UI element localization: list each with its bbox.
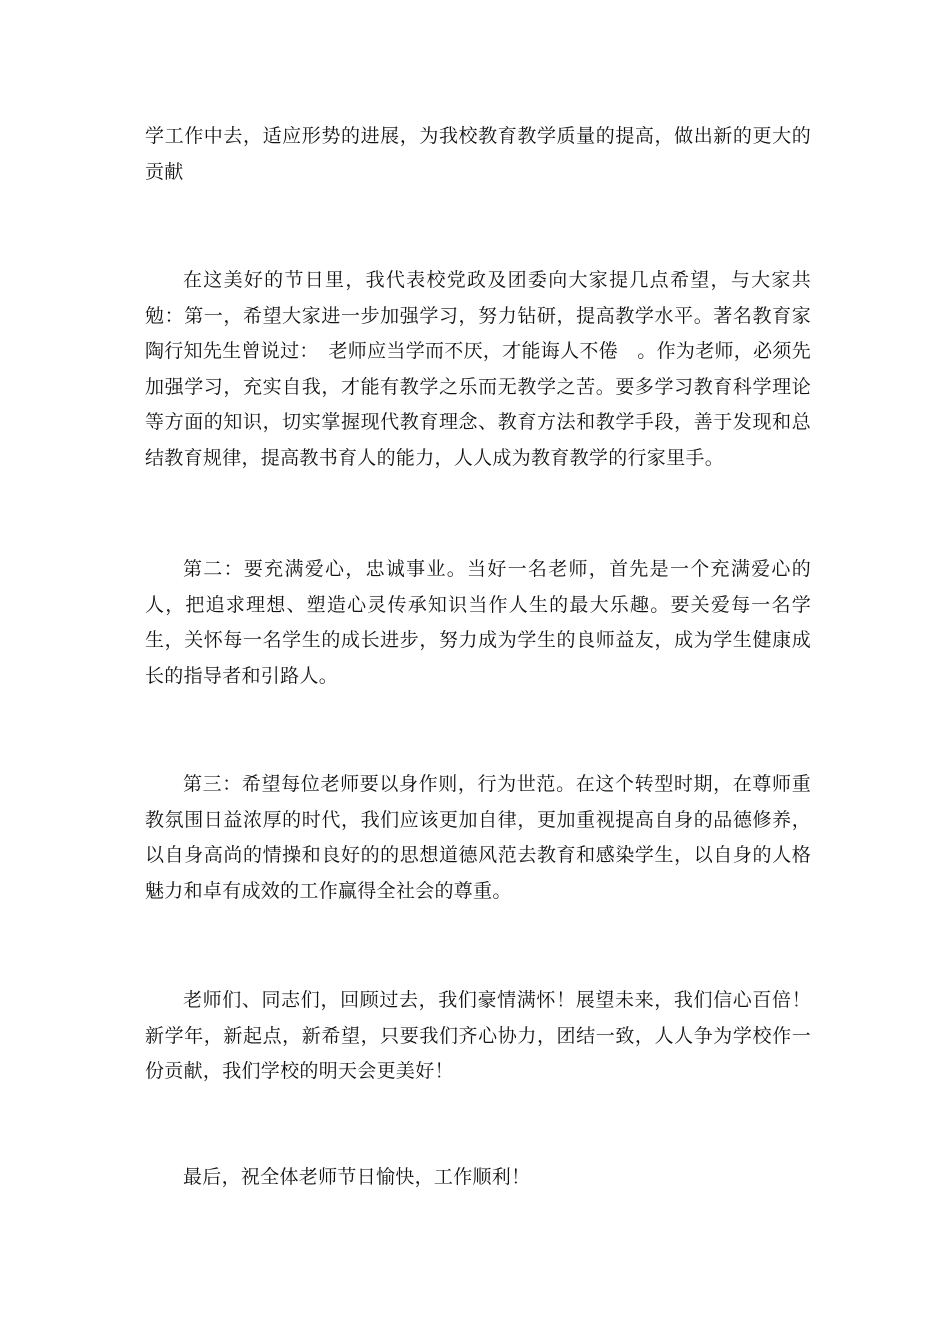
paragraph-closing-wish: 最后，祝全体老师节日愉快，工作顺利！ [183, 1166, 531, 1188]
paragraph-first-hope: 在这美好的节日里，我代表校党政及团委向大家提几点希望，与大家共勉：第一，希望大家进一步加强学习，努力钻研，提高教学水平。著名教育家陶行知先生曾说过： 老师应当学而不厌，才能诲人不倦 。作为老师，必须先加强学习，充实自我，才能有教学之乐而无教学之苦。要多学习教育科学理论等方面的知识，切实掌握现代教育理念、教育方法和教学手段，善于发现和总结教育规律，提高教书育人的能力，人人成为教育教学的行家里手。 [145, 269, 812, 469]
paragraph-third-hope: 第三：希望每位老师要以身作则，行为世范。在这个转型时期，在尊师重教氛围日益浓厚的时代，我们应该更加自律，更加重视提高自身的品德修养，以自身高尚的情操和良好的的思想道德风范去教育和感染学生，以自身的人格魅力和卓有成效的工作赢得全社会的尊重。 [145, 773, 811, 902]
paragraph-continuation: 学工作中去，适应形势的进展，为我校教育教学质量的提高，做出新的更大的贡献 [145, 125, 811, 183]
paragraph-second-hope: 第二：要充满爱心，忠诚事业。当好一名老师，首先是一个充满爱心的人，把追求理想、塑造心灵传承知识当作人生的最大乐趣。要关爱每一名学生，关怀每一名学生的成长进步，努力成为学生的良师益友，成为学生健康成长的指导者和引路人。 [145, 558, 811, 687]
paragraph-outlook: 老师们、同志们，回顾过去，我们豪情满怀！展望未来，我们信心百倍！新学年，新起点，新希望，只要我们齐心协力，团结一致，人人争为学校作一份贡献，我们学校的明天会更美好！ [145, 989, 811, 1082]
